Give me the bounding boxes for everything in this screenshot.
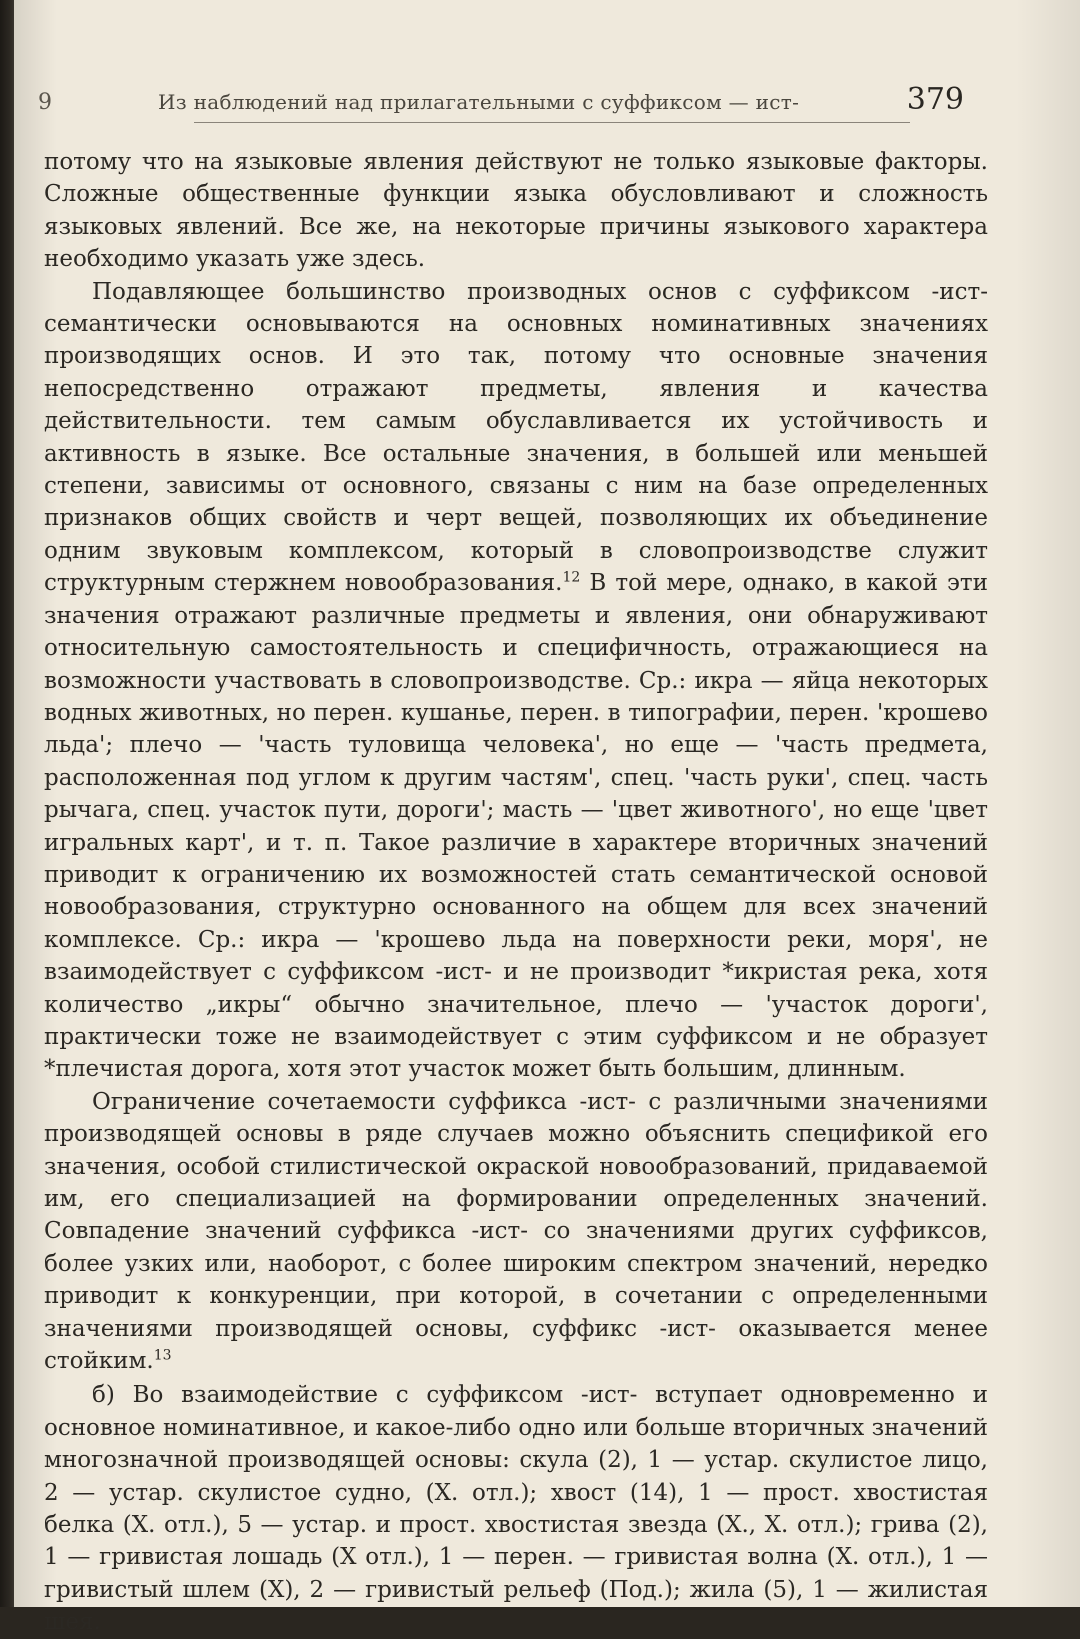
paragraph-4: б) Во взаимодействие с суффиксом -ист- вступает одновременно и основное номинативное, и какое-либо одно или больше вторичных значений многозначной производящей основы: скула (2), 1 — устар. скулистое лицо, 2 — устар. скулистое судно, (Х. отл.); хвост (14), 1 — прост. хвостистая белка (Х. отл.), 5 — устар. и прост. хвостистая звезда (Х., Х. отл.); грива (2), 1 — гривистая лошадь (Х отл.), 1 — перен. — гривистая волна (Х. отл.), 1 — гривистый шлем (Х), 2 — гривистый рельеф (Под.); жила (5), 1 — жилистая шея.	[44, 1382, 988, 1636]
paragraph-1: потому что на языковые явления действуют не только языковые факторы. Сложные общественные функции языка обусловливают и сложность языковых явлений. Все же, на некоторые причины языкового характера необходимо указать уже здесь.	[44, 149, 988, 273]
header-divider	[194, 122, 910, 123]
paragraph-2	[44, 276, 988, 1086]
page-header	[38, 78, 1000, 122]
header-left-number: 9	[38, 90, 52, 115]
book-page	[14, 0, 1080, 1636]
footnote-ref-13: 13	[153, 1347, 172, 1364]
paragraph-2-continuation: В той мере, однако, в какой эти значения отражают различные предметы и явления, они обнаруживают относительную самостоятельность и специфичность, отражающиеся на возможности участвовать в словопроизводстве. Ср.: икра — яйца некоторых водных животных, но перен. кушанье, перен. в типографии, перен. 'крошево льда'; плечо — 'часть туловища человека', но еще — 'часть предмета, расположенная под углом к другим частям', спец. 'часть руки', спец. часть рычага, спец. участок пути, дороги'; масть — 'цвет животного', но еще 'цвет игральных карт', и т. п. Такое различие в характере вторичных значений приводит к ограничению их возможностей стать семантической основой новообразования, структурно основанного на общем для всех значений комплексе. Ср.: икра — 'крошево льда на поверхности реки, моря', не взаимодействует с суффиксом -ист- и не производит *икристая река, хотя количество „икры“ обычно значительное, плечо — 'участок дороги', практически тоже не взаимодействует с этим суффиксом и не образует *плечистая дорога, хотя этот участок может быть большим, длинным.	[44, 570, 988, 1083]
page-number: 379	[906, 82, 964, 117]
footnote-ref-12: 12	[562, 569, 581, 586]
running-title: Из наблюдений над прилагательными с суффиксом — ист-	[158, 90, 800, 114]
body-text	[44, 146, 988, 1639]
paragraph-3-text: Ограничение сочетаемости суффикса -ист- с различными значениями производящей основы в ряде случаев можно объяснить спецификой его значения, особой стилистической окраской новообразований, придаваемой им, его специализацией на формировании определенных значений. Совпадение значений суффикса -ист- со значениями других суффиксов, более узких или, наоборот, с более широким спектром значений, нередко приводит к конкуренции, при которой, в сочетании с определенными значениями производящей основы, суффикс -ист- оказывается менее стойким.	[44, 1088, 988, 1375]
paragraph-3	[44, 1086, 988, 1378]
paragraph-2-text: Подавляющее большинство производных основ с суффиксом -ист- семантически основываются на основных номинативных значениях производящих основ. И это так, потому что основные значения непосредственно отражают предметы, явления и качества действительности. тем самым обуславливается их устойчивость и активность в языке. Все остальные значения, в большей или меньшей степени, зависимы от основного, связаны с ним на базе определенных признаков общих свойств и черт вещей, позволяющих их объединение одним звуковым комплексом, который в словопроизводстве служит структурным стержнем новообразования.	[44, 278, 988, 597]
